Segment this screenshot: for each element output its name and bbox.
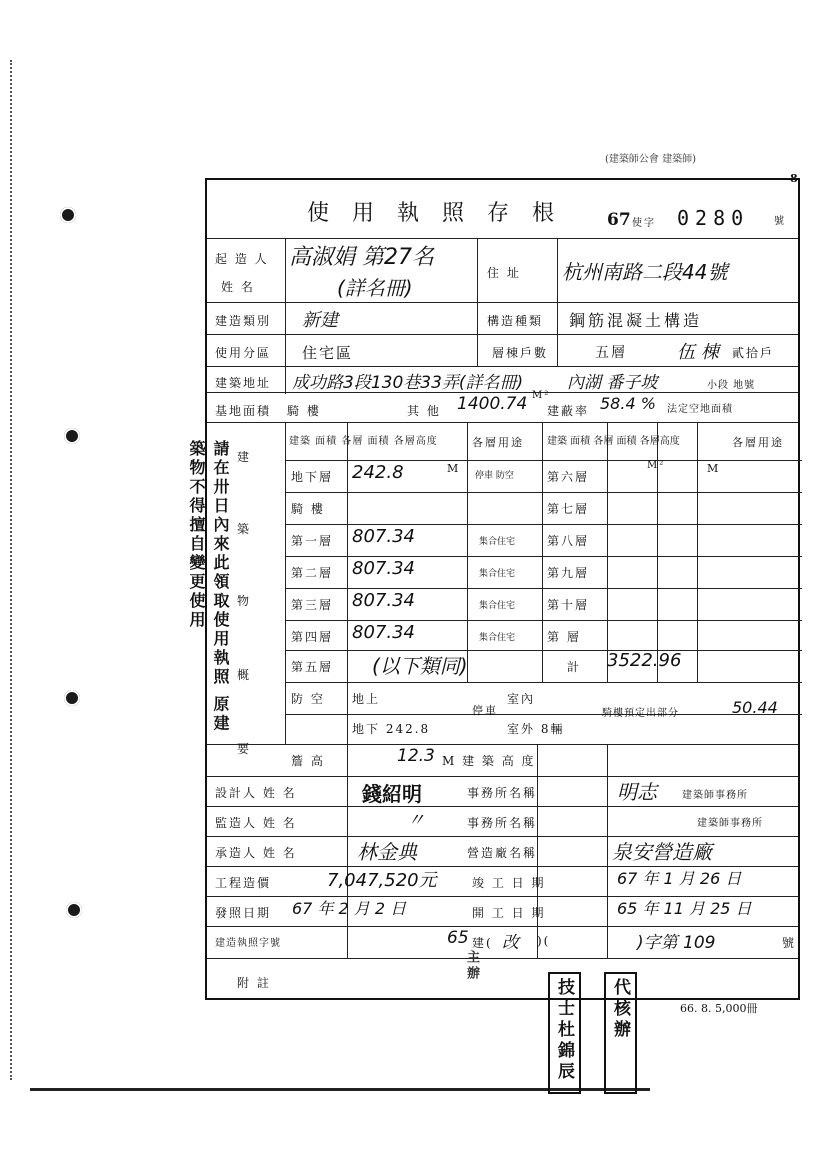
building-type-label: 建造類別 <box>215 314 272 328</box>
site-area-unit: M² <box>532 390 551 401</box>
contractor-label: 承造人 姓 名 <box>215 846 297 860</box>
applicant-value: 高淑娟 第27名 <box>289 245 434 270</box>
floor-name: 第七層 <box>547 502 590 516</box>
form-hao: 號 <box>774 216 786 227</box>
binder-hole <box>64 428 80 444</box>
site-label: 建築地址 <box>215 376 272 390</box>
finish-value: 65 年 11 月 25 日 <box>617 899 752 918</box>
floor-area: 807.34 <box>352 622 415 643</box>
address-label: 住 址 <box>487 266 521 280</box>
floor-use: 集合住宅 <box>479 537 516 547</box>
floor-name: 第二層 <box>291 566 334 580</box>
designer-value: 錢紹明 <box>362 782 422 806</box>
binder-hole <box>66 902 82 918</box>
top-stamp: (建築師公會 建築師) <box>605 154 696 165</box>
floor-use: 停車 防空 <box>475 471 514 481</box>
unit-m: M <box>447 462 461 475</box>
site-tail: 小段 地號 <box>707 380 756 391</box>
coverage-value: 58.4 % <box>600 394 656 413</box>
floor-name: 第四層 <box>291 630 334 644</box>
start-label: 竣 工 日 期 <box>472 876 546 890</box>
parking-label: 停車 <box>472 704 498 717</box>
col-head-use: 各層用途 <box>472 436 524 449</box>
floor-area: 242.8 <box>352 462 404 483</box>
building-type-value: 新建 <box>302 310 338 331</box>
form-number: 0280 <box>677 206 750 230</box>
floor-area: 807.34 <box>352 526 415 547</box>
floor-name: 騎 樓 <box>291 502 325 516</box>
floors-side-3: 物 <box>237 594 252 608</box>
floor-area: 807.34 <box>352 558 415 579</box>
height-label: M 建 築 高 度 <box>442 754 536 768</box>
contractor-value: 林金典 <box>357 840 417 864</box>
site-area-label: 基地面積 <box>215 404 272 418</box>
applicant-note: (詳名冊) <box>337 276 413 300</box>
project-label: 騎樓預定出部分 <box>602 708 679 719</box>
site-area-value: 1400.74 <box>457 394 528 414</box>
firm-tail: 建築師事務所 <box>682 790 748 801</box>
shelter-above: 地上 <box>352 692 381 706</box>
permit-label: 建造執照字號 <box>215 938 281 949</box>
form-year: 67 <box>607 210 631 230</box>
permit-value-5: )字第 109 <box>637 933 716 953</box>
site-area-a: 騎 樓 <box>287 404 321 418</box>
firm-tail-2: 建築師事務所 <box>697 818 763 829</box>
floor-area: 807.34 <box>352 590 415 611</box>
binder-hole <box>64 690 80 706</box>
project-value: 50.44 <box>732 698 778 717</box>
shelter-below: 地下 242.8 <box>352 722 431 736</box>
floor-name: 第十層 <box>547 598 590 612</box>
structure-value: 鋼筋混凝土構造 <box>569 311 703 330</box>
floors-side-5: 要 <box>237 742 252 756</box>
supervisor-label: 監造人 姓 名 <box>215 816 297 830</box>
permit-value-1: 65 <box>447 928 469 948</box>
col-head-left: 建築 面積 各層 面積 各層高度 <box>289 436 438 447</box>
permit-value-4: )( <box>537 934 551 948</box>
form-title: 使 用 執 照 存 根 <box>307 201 562 226</box>
floor-name: 第 層 <box>547 630 581 644</box>
floor-use: 集合住宅 <box>479 569 516 579</box>
designer-label: 設計人 姓 名 <box>215 786 297 800</box>
firm-label-2: 事務所名稱 <box>467 816 538 830</box>
handling-stamp: 主辦 <box>464 950 479 982</box>
permit-tail: 號 <box>782 936 797 950</box>
site-value-2: 內湖 番子坡 <box>567 373 658 393</box>
site-value: 成功路3段130巷33弄(詳名冊) <box>292 373 524 393</box>
footer-code: 66. 8. 5,000冊 <box>680 1002 758 1015</box>
supervisor-value: 〃 <box>407 810 425 831</box>
floor-name: 第一層 <box>291 534 334 548</box>
form-zi: 使字 <box>632 218 656 229</box>
floor-name: 第六層 <box>547 470 590 484</box>
floors-side-4: 概 <box>237 668 252 682</box>
firm-value: 明志 <box>617 780 657 804</box>
issue-label: 發照日期 <box>215 906 272 920</box>
applicant-label-2: 姓 名 <box>221 280 255 294</box>
zoning-value: 住宅區 <box>302 344 354 362</box>
finish-label: 開 工 日 期 <box>472 906 546 920</box>
floor-area: (以下類同) <box>372 654 468 678</box>
units-label: 層棟戶數 <box>492 346 549 360</box>
floor-name: 第八層 <box>547 534 590 548</box>
col-head-right: 建築 面積 各層 面積 各層高度 <box>547 436 680 447</box>
floors-side-2: 築 <box>237 522 252 536</box>
remarks-label: 附 註 <box>237 976 271 990</box>
units-value-1: 五層 <box>595 345 627 361</box>
total-label: 計 <box>567 660 582 674</box>
unit-m2: M² <box>647 460 666 471</box>
firm-label: 事務所名稱 <box>467 786 538 800</box>
coverage-label: 建蔽率 <box>547 404 590 418</box>
inspector-stamp: 技士杜錦辰 <box>548 972 581 1094</box>
company-label: 營造廠名稱 <box>467 846 538 860</box>
floors-side-1: 建 <box>237 450 252 464</box>
acting-stamp: 代核辦 <box>604 972 637 1094</box>
total-value: 3522.96 <box>607 650 682 671</box>
permit-value-2: 建( <box>472 936 493 950</box>
cost-value: 7,047,520元 <box>327 870 437 891</box>
permit-value-3: 改 <box>502 933 519 953</box>
start-value: 67 年 1 月 26 日 <box>617 869 742 888</box>
floor-name: 地下層 <box>291 470 334 484</box>
parking-out: 室外 8輛 <box>507 722 565 736</box>
address-value: 杭州南路二段44號 <box>562 260 728 284</box>
company-value: 泉安營造廠 <box>612 840 712 864</box>
floor-name: 第五層 <box>291 660 334 674</box>
eaves-label: 簷 高 <box>291 754 325 768</box>
zoning-label: 使用分區 <box>215 346 272 360</box>
floor-name: 第九層 <box>547 566 590 580</box>
unit-m: M <box>707 462 721 475</box>
floor-use: 集合住宅 <box>479 633 516 643</box>
margin-dashes <box>10 60 18 1080</box>
floor-name: 第三層 <box>291 598 334 612</box>
parking-in: 室內 <box>507 692 536 706</box>
shelter-label: 防 空 <box>291 692 325 706</box>
cost-label: 工程造價 <box>215 876 272 890</box>
units-value-2: 伍 棟 <box>677 342 719 363</box>
left-note: 請在卅日內來此領取使用執照 原建築物不得擅自變更使用 <box>187 440 230 734</box>
units-value-3: 貳拾戶 <box>732 346 775 360</box>
height-value: 12.3 <box>397 746 435 766</box>
col-head-use-right: 各層用途 <box>732 436 784 449</box>
usage-permit-stub <box>205 178 800 1000</box>
floor-use: 集合住宅 <box>479 601 516 611</box>
issue-value: 67 年 2 月 2 日 <box>292 899 407 918</box>
stamp-number: 8 <box>790 172 798 185</box>
structure-label: 構造種類 <box>487 314 544 328</box>
legal-open-label: 法定空地面積 <box>667 404 733 415</box>
applicant-label: 起 造 人 <box>215 252 269 266</box>
binder-hole <box>60 207 76 223</box>
site-area-b: 其 他 <box>407 404 441 418</box>
